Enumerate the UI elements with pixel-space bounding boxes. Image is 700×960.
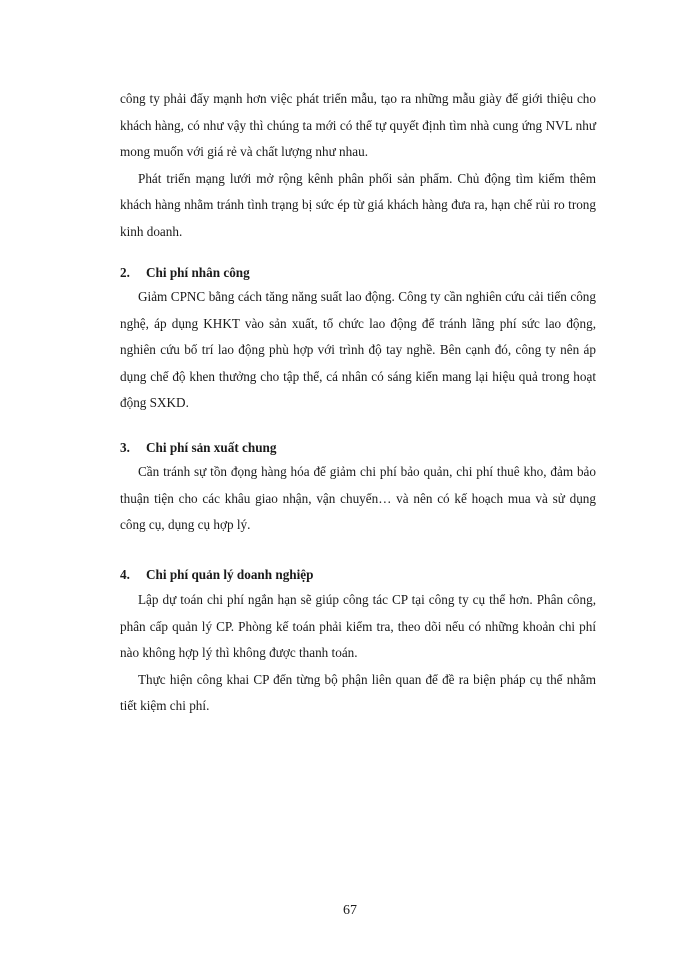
section-title: Chi phí nhân công bbox=[146, 265, 250, 280]
section-number: 4. bbox=[120, 567, 130, 582]
intro-paragraph-1: công ty phải đẩy mạnh hơn việc phát triển mẫu, tạo ra những mẫu giày để giới thiệu cho khách hàng, có như vậy thì chúng ta mới có thể tự quyết định tìm nhà cung ứng NVL như mong muốn với giá rẻ và chất lượng như nhau. bbox=[120, 91, 596, 159]
section-paragraph: Cần tránh sự tồn đọng hàng hóa để giảm chi phí bảo quản, chi phí thuê kho, đảm bảo thuận tiện cho các khâu giao nhận, vận chuyển… và nên có kế hoạch mua và sử dụng công cụ, dụng cụ hợp lý. bbox=[120, 464, 596, 532]
page-number: 67 bbox=[343, 903, 357, 918]
section-number: 2. bbox=[120, 265, 130, 280]
section-body-general-production-cost bbox=[120, 459, 596, 539]
section-heading-labor-cost bbox=[120, 260, 250, 286]
section-heading-management-cost bbox=[120, 562, 314, 588]
intro-block bbox=[120, 86, 596, 245]
section-body-labor-cost bbox=[120, 284, 596, 417]
section-paragraph: Thực hiện công khai CP đến từng bộ phận liên quan để đề ra biện pháp cụ thể nhằm tiết kiệm chi phí. bbox=[120, 671, 596, 713]
section-paragraph: Lập dự toán chi phí ngắn hạn sẽ giúp công tác CP tại công ty cụ thể hơn. Phân công, phân cấp quản lý CP. Phòng kế toán phải kiểm tra, theo dõi nếu có những khoản chi phí nào không hợp lý thì không được thanh toán. bbox=[120, 592, 596, 660]
section-title: Chi phí quản lý doanh nghiệp bbox=[146, 567, 314, 582]
section-heading-general-production-cost bbox=[120, 435, 276, 461]
intro-paragraph-2: Phát triển mạng lưới mở rộng kênh phân phối sản phẩm. Chủ động tìm kiếm thêm khách hàng nhằm tránh tình trạng bị sức ép từ giá khách hàng đưa ra, hạn chế rủi ro trong kinh doanh. bbox=[120, 170, 596, 239]
section-title: Chi phí sản xuất chung bbox=[146, 440, 277, 455]
section-paragraph: Giảm CPNC bằng cách tăng năng suất lao động. Công ty cần nghiên cứu cải tiến công nghệ, áp dụng KHKT vào sản xuất, tổ chức lao động để tránh lãng phí sức lao động, nghiên cứu bố trí lao động phù hợp với trình độ tay nghề. Bên cạnh đó, công ty nên áp dụng chế độ khen thưởng cho tập thể, cá nhân có sáng kiến mang lại hiệu quả trong hoạt động SXKD. bbox=[120, 289, 596, 410]
section-body-management-cost bbox=[120, 587, 596, 720]
section-number: 3. bbox=[120, 440, 130, 455]
